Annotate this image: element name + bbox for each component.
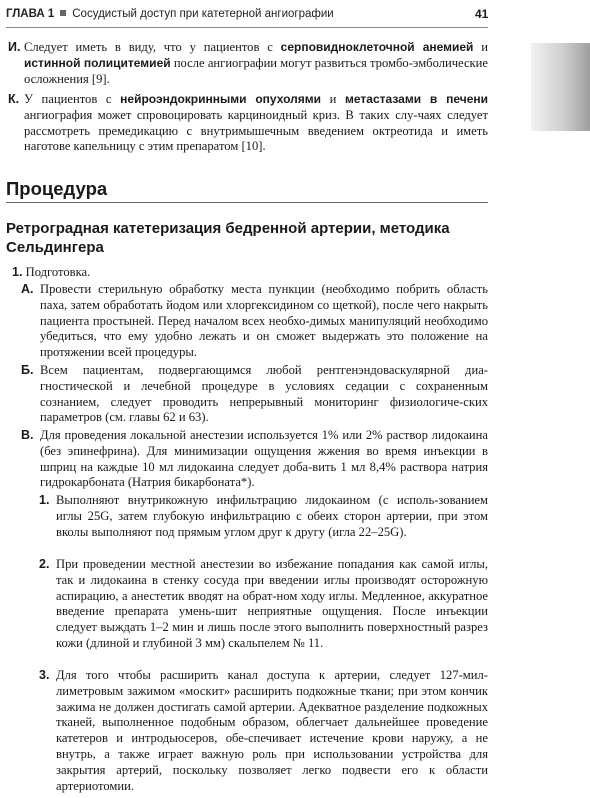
note-bold-term: истинной полицитемией — [24, 55, 171, 70]
note-i — [8, 40, 489, 87]
subitem-label: Б. — [21, 363, 34, 377]
chapter-title: Сосудистый доступ при катетерной ангиографии — [72, 8, 334, 20]
note-bold-term: серповидноклеточной анемией — [280, 40, 474, 54]
subitem-label: В. — [21, 428, 34, 442]
substep-2 — [39, 557, 488, 652]
square-bullet-icon — [60, 10, 66, 16]
note-label: И. — [8, 40, 21, 54]
subitem-label: А. — [21, 282, 34, 296]
subitem-a — [21, 282, 488, 361]
note-text: ангиография может спровоцировать карциноидный криз. В таких слу-чаях следует рассмотреть премедикацию с внутримышечным введением октреотида и иметь наготове капельницу с этим препаратом [10]. — [24, 107, 488, 154]
note-text: Следует иметь в виду, что у пациентов с — [24, 40, 281, 54]
page-number: 41 — [475, 7, 489, 21]
subitem-text: Всем пациентам, подвергающимся любой рентгенэндоваскулярной диа-гностической и лечебной процедуре в условиях седации с сохраненным сознанием, следует проводить непрерывный мониторинг физиологиче-ских параметров (см. главы 62 и 63). — [40, 363, 488, 425]
note-text: У пациентов с — [24, 92, 121, 106]
subitem-text: Провести стерильную обработку места пункции (необходимо побрить область паха, затем обработать йодом или хлоргексидином со щеткой), после чего накрыть пациента простыней. Перед началом всех необхо-димых манипуляций необходимо убедиться, что ему удобно лежать и он сможет выдержать это положение на протяжении всей процедуры. — [40, 282, 488, 360]
note-k — [8, 92, 488, 155]
substep-text: Для того чтобы расширить канал доступа к артерии, следует 127-мил-лиметровым зажимом «москит» расширить подкожные ткани; при этом кончик зажима не должен достигать самой артерии. Адекватное разделение подкожных тканей, выполненное подобным образом, облегчает дальнейшее проведение катетеров и интродьюсеров, обе-спечивает истечение крови наружу, а не внутрь, а также играет важную роль при использовании устройства для закрытия артерий, поскольку позволяет легко подвести его к области артериотомии. — [56, 668, 488, 793]
subitem-b — [21, 363, 488, 426]
step-label: 1. — [12, 265, 23, 279]
note-bold-term: нейроэндокринными опухолями — [120, 92, 321, 106]
substep-label: 2. — [39, 557, 50, 571]
substep-1 — [39, 493, 488, 540]
subsection-heading: Ретроградная катетеризация бедренной артерии, методика Сельдингера — [6, 220, 450, 256]
note-label: К. — [8, 92, 20, 106]
note-bold-term: метастазами в печени — [345, 92, 488, 106]
substep-label: 3. — [39, 668, 50, 682]
substep-text: Выполняют внутрикожную инфильтрацию лидокаином (с исполь-зованием иглы 25G, затем глубокую инфильтрацию с обеих сторон артерии, при этом вколы выполняют под прямым углом друг к другу (игла 22–25G). — [56, 493, 488, 539]
step-1 — [12, 265, 90, 281]
substep-label: 1. — [39, 493, 50, 507]
subitem-v — [21, 428, 488, 491]
subitem-text: Для проведения локальной анестезии используется 1% или 2% раствор лидокаина (без эпинефрина). Для минимизации ощущения жжения во время инъекции в шприц на каждые 10 мл лидокаина следует доба-вить 1 мл 8,4% раствора натрия гидрокарбоната (Натрия бикарбоната*). — [40, 428, 488, 490]
section-divider — [6, 202, 488, 203]
step-text: Подготовка. — [25, 265, 91, 279]
substep-3 — [39, 668, 488, 794]
note-text: и — [473, 40, 488, 54]
section-heading: Процедура — [6, 178, 108, 199]
note-text: и — [321, 92, 346, 106]
header-divider — [6, 27, 488, 28]
substep-text: При проведении местной анестезии во избежание попадания как самой иглы, так и лидокаина в стенку сосуда при введении иглы производят осторожную аспирацию, а анестетик вводят на обрат-ном ходу иглы. Медленное, аккуратное введение препарата умень-шит неприятные ощущения. После инъекции следует выждать 1–2 мин и лишь после этого выполнить поверхностный разрез кожи (длиной и глубиной 3 мм) скальпелем № 11. — [56, 557, 488, 650]
chapter-thumb-tab — [531, 43, 590, 131]
running-header — [6, 6, 460, 22]
note-text: после ангиографии могут развиться тромбо-эмболические осложнения [9]. — [24, 55, 489, 86]
chapter-label: ГЛАВА 1 — [6, 8, 55, 20]
